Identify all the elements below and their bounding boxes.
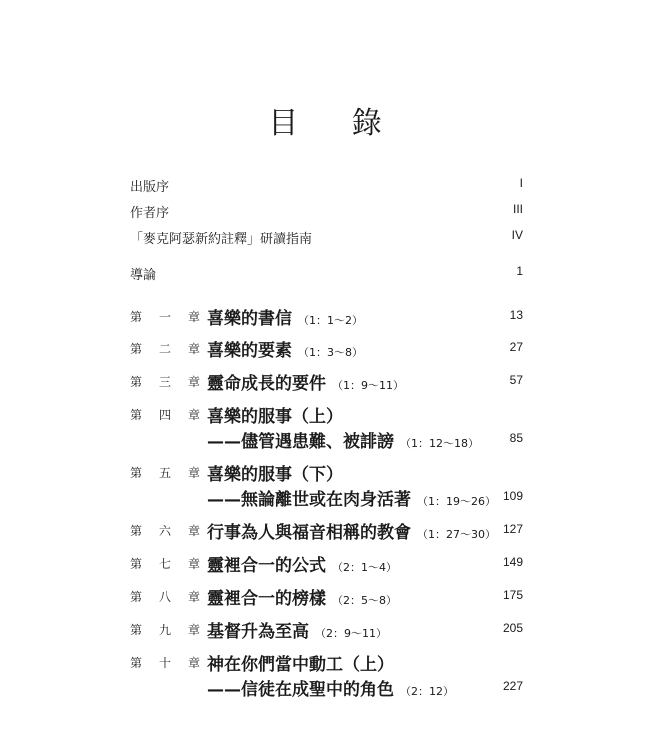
toc-entry-page: I — [519, 176, 523, 190]
chapter-entry[interactable] — [130, 369, 523, 393]
chapter-entry[interactable] — [130, 518, 523, 542]
chapter-title: 行事為人與福音相稱的教會 （1：27～30） — [207, 523, 496, 543]
chapter-title: 喜樂的服事（下） — [207, 465, 343, 485]
chapter-title: 喜樂的要素 （1：3～8） — [207, 341, 363, 361]
chapter-entry[interactable] — [130, 460, 523, 510]
chapter-entry[interactable] — [130, 551, 523, 575]
chapter-entry[interactable] — [130, 650, 523, 700]
scripture-ref: （1：3～8） — [298, 346, 363, 359]
chapter-title: 神在你們當中動工（上） — [207, 655, 394, 675]
toc-entry-page: III — [512, 202, 523, 216]
chapter-subtitle: ——無論離世或在肉身活著 （1：19～26） — [207, 490, 496, 510]
chapter-page: 27 — [509, 340, 523, 354]
chapter-title: 靈裡合一的榜樣 （2：5～8） — [207, 589, 397, 609]
toc-entry-label: 「麥克阿瑟新約註釋」研讀指南 — [130, 232, 313, 247]
chapter-page: 127 — [502, 522, 523, 536]
scripture-ref: （1：27～30） — [417, 528, 496, 541]
chapter-entry[interactable] — [130, 336, 523, 360]
scripture-ref: （1：9～11） — [332, 379, 404, 392]
chapter-entry[interactable] — [130, 304, 523, 328]
chapter-number: 第 十 章 — [130, 656, 200, 670]
chapter-title: 靈裡合一的公式 （2：1～4） — [207, 556, 397, 576]
scripture-ref: （1：12～18） — [400, 437, 479, 450]
scripture-ref: （1：1～2） — [298, 314, 363, 327]
chapter-title: 喜樂的服事（上） — [207, 407, 343, 427]
scripture-ref: （2：1～4） — [332, 561, 397, 574]
scripture-ref: （1：19～26） — [417, 495, 496, 508]
scripture-ref: （2：5～8） — [332, 594, 397, 607]
chapter-number: 第 四 章 — [130, 408, 200, 422]
chapter-entry[interactable] — [130, 617, 523, 641]
chapter-page: 109 — [502, 489, 523, 503]
chapter-number: 第 九 章 — [130, 623, 200, 637]
toc-entry[interactable] — [130, 228, 523, 248]
chapter-number: 第 八 章 — [130, 590, 200, 604]
toc-entry[interactable] — [130, 202, 523, 222]
chapter-subtitle: ——儘管遇患難、被誹謗 （1：12～18） — [207, 432, 479, 452]
chapter-number: 第 六 章 — [130, 524, 200, 538]
chapter-title: 基督升為至高 （2：9～11） — [207, 622, 387, 642]
chapter-title: 靈命成長的要件 （1：9～11） — [207, 374, 404, 394]
chapter-page: 85 — [509, 431, 523, 445]
chapter-entry[interactable] — [130, 584, 523, 608]
scripture-ref: （2：9～11） — [315, 627, 387, 640]
chapter-title: 喜樂的書信 （1：1～2） — [207, 309, 363, 329]
chapter-number: 第 五 章 — [130, 466, 200, 480]
chapter-page: 149 — [502, 555, 523, 569]
chapter-number: 第 七 章 — [130, 557, 200, 571]
page-title: 目 錄 — [268, 106, 404, 141]
chapter-page: 227 — [502, 679, 523, 693]
toc-entry-label: 導論 — [130, 268, 157, 283]
chapter-number: 第 三 章 — [130, 375, 200, 389]
scripture-ref: （2：12） — [400, 685, 454, 698]
toc-entry-page: IV — [511, 228, 523, 242]
chapter-page: 175 — [502, 588, 523, 602]
chapter-subtitle: ——信徒在成聖中的角色 （2：12） — [207, 680, 454, 700]
toc-entry-label: 出版序 — [130, 180, 170, 195]
toc-entry[interactable] — [130, 264, 523, 284]
chapter-page: 57 — [509, 373, 523, 387]
toc-entry-page: 1 — [516, 264, 523, 278]
chapter-entry[interactable] — [130, 402, 523, 452]
chapter-number: 第 一 章 — [130, 310, 200, 324]
chapter-page: 13 — [509, 308, 523, 322]
toc-entry[interactable] — [130, 176, 523, 196]
chapter-page: 205 — [502, 621, 523, 635]
chapter-number: 第 二 章 — [130, 342, 200, 356]
toc-entry-label: 作者序 — [130, 206, 170, 221]
